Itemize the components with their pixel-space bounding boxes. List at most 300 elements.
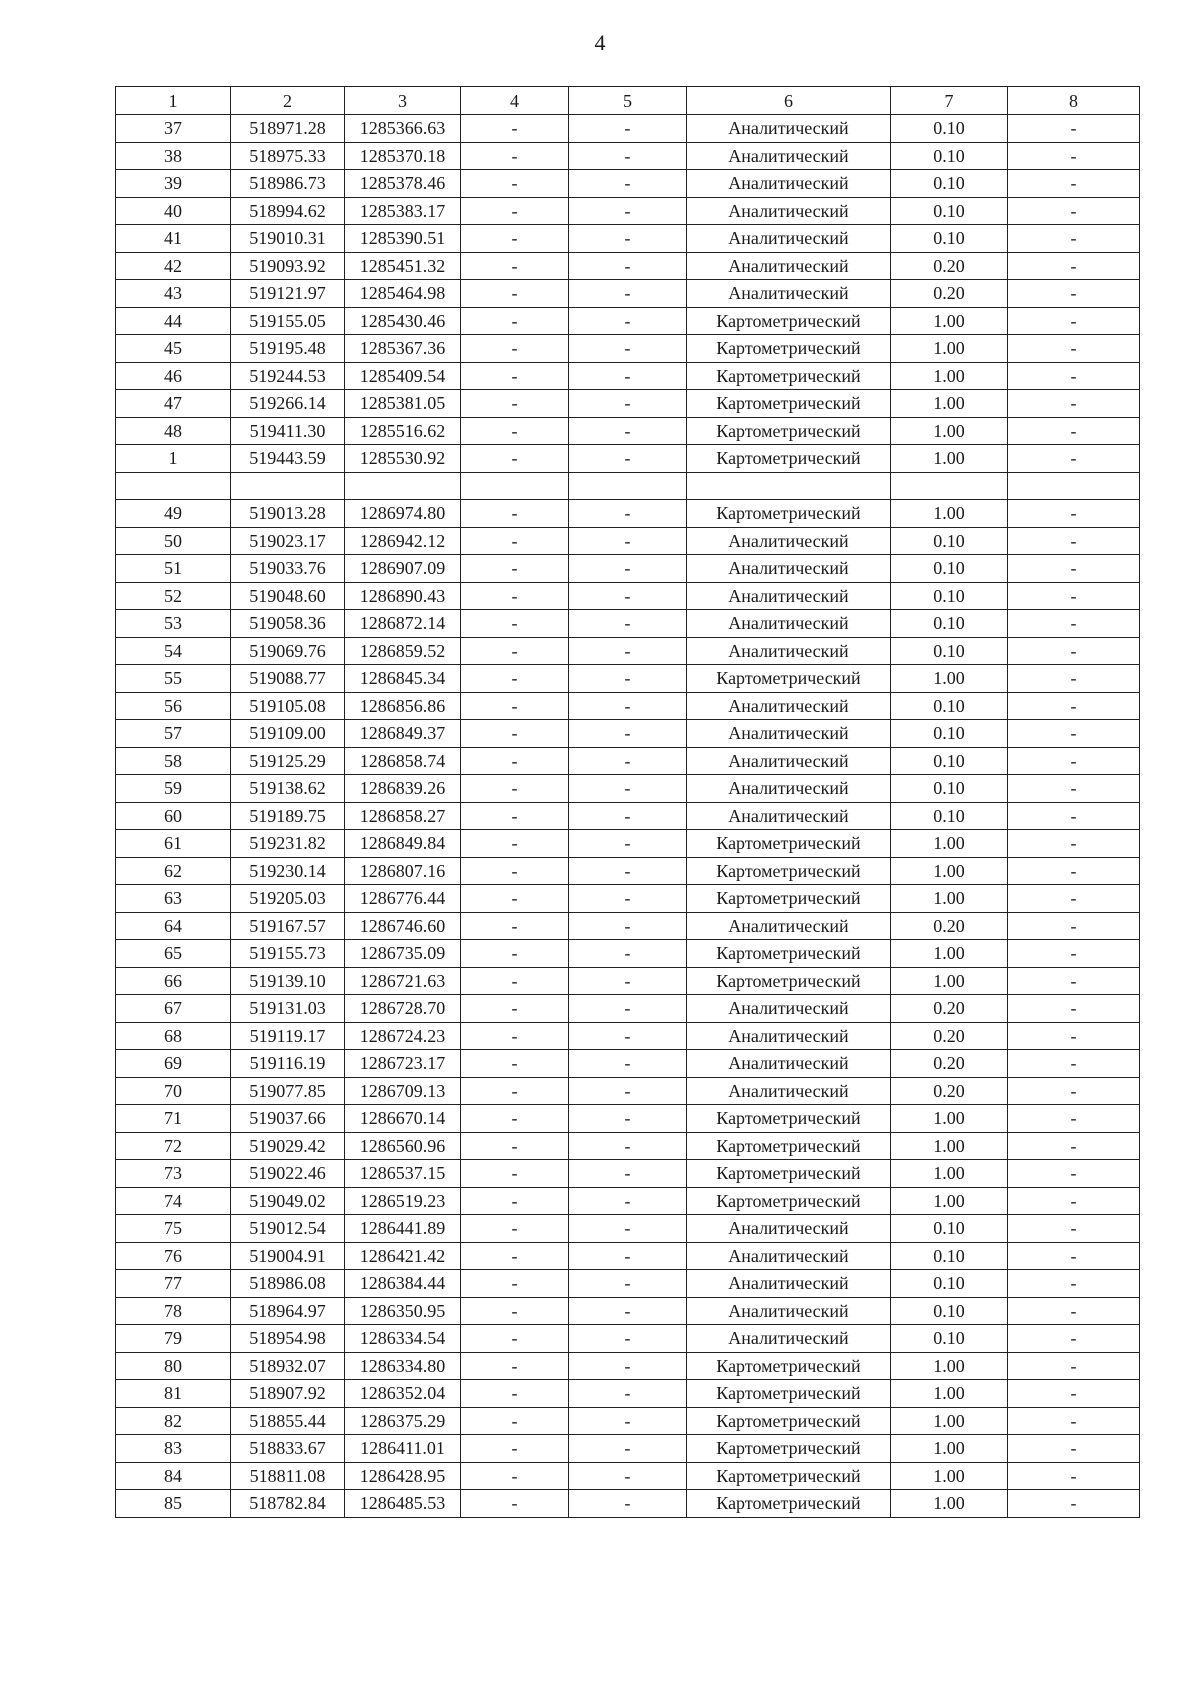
table-cell: 519155.05 bbox=[231, 307, 345, 335]
table-cell: - bbox=[1008, 857, 1140, 885]
table-row bbox=[116, 1462, 1140, 1490]
table-cell: 60 bbox=[116, 802, 231, 830]
table-cell: Картометрический bbox=[687, 362, 891, 390]
table-cell: - bbox=[461, 527, 569, 555]
table-cell: - bbox=[461, 390, 569, 418]
table-cell: 66 bbox=[116, 967, 231, 995]
table-cell: 1.00 bbox=[891, 1407, 1008, 1435]
table-cell: 1.00 bbox=[891, 1490, 1008, 1518]
table-cell: - bbox=[461, 1407, 569, 1435]
table-cell bbox=[116, 472, 231, 500]
table-row bbox=[116, 335, 1140, 363]
table-cell: - bbox=[1008, 995, 1140, 1023]
table-cell: 1286942.12 bbox=[345, 527, 461, 555]
table-cell: 48 bbox=[116, 417, 231, 445]
table-row bbox=[116, 747, 1140, 775]
table-cell: Картометрический bbox=[687, 445, 891, 473]
table-cell: 69 bbox=[116, 1050, 231, 1078]
table-cell: 519105.08 bbox=[231, 692, 345, 720]
table-cell: 1285370.18 bbox=[345, 142, 461, 170]
table-cell: 0.10 bbox=[891, 610, 1008, 638]
table-cell: 1.00 bbox=[891, 1105, 1008, 1133]
table-cell: Картометрический bbox=[687, 1105, 891, 1133]
table-cell: - bbox=[569, 1490, 687, 1518]
table-cell: 52 bbox=[116, 582, 231, 610]
table-cell: - bbox=[569, 280, 687, 308]
table-cell: Картометрический bbox=[687, 390, 891, 418]
table-cell: 518975.33 bbox=[231, 142, 345, 170]
table-cell: 518986.08 bbox=[231, 1270, 345, 1298]
table-cell: - bbox=[461, 1270, 569, 1298]
table-cell bbox=[1008, 472, 1140, 500]
table-cell: - bbox=[461, 637, 569, 665]
table-cell: 1286670.14 bbox=[345, 1105, 461, 1133]
table-cell: - bbox=[1008, 637, 1140, 665]
table-cell: 1286858.74 bbox=[345, 747, 461, 775]
table-cell: 1.00 bbox=[891, 1160, 1008, 1188]
table-row bbox=[116, 912, 1140, 940]
table-cell: 1286872.14 bbox=[345, 610, 461, 638]
table-cell: 518994.62 bbox=[231, 197, 345, 225]
table-cell: Картометрический bbox=[687, 1132, 891, 1160]
table-row bbox=[116, 940, 1140, 968]
table-cell: - bbox=[1008, 555, 1140, 583]
table-row bbox=[116, 1297, 1140, 1325]
table-cell: - bbox=[569, 390, 687, 418]
table-row bbox=[116, 1435, 1140, 1463]
table-cell: 1286352.04 bbox=[345, 1380, 461, 1408]
table-cell: - bbox=[461, 335, 569, 363]
table-row bbox=[116, 1325, 1140, 1353]
table-cell: 519121.97 bbox=[231, 280, 345, 308]
table-cell: - bbox=[1008, 307, 1140, 335]
table-row bbox=[116, 500, 1140, 528]
table-cell: 0.10 bbox=[891, 1297, 1008, 1325]
table-cell: - bbox=[569, 1352, 687, 1380]
table-row bbox=[116, 637, 1140, 665]
table-cell: 519093.92 bbox=[231, 252, 345, 280]
table-row bbox=[116, 1407, 1140, 1435]
table-cell: - bbox=[1008, 1077, 1140, 1105]
table-cell: 1.00 bbox=[891, 335, 1008, 363]
table-cell: - bbox=[1008, 692, 1140, 720]
table-row bbox=[116, 885, 1140, 913]
table-cell: - bbox=[569, 1132, 687, 1160]
table-row bbox=[116, 307, 1140, 335]
table-cell: - bbox=[461, 500, 569, 528]
table-cell: 519189.75 bbox=[231, 802, 345, 830]
table-row bbox=[116, 362, 1140, 390]
table-cell: 1286350.95 bbox=[345, 1297, 461, 1325]
table-row bbox=[116, 1132, 1140, 1160]
table-cell: 518986.73 bbox=[231, 170, 345, 198]
table-row bbox=[116, 390, 1140, 418]
table-row bbox=[116, 142, 1140, 170]
table-cell bbox=[345, 472, 461, 500]
table-row bbox=[116, 1380, 1140, 1408]
table-cell: - bbox=[461, 1215, 569, 1243]
table-cell: 0.10 bbox=[891, 1242, 1008, 1270]
table-cell: 1.00 bbox=[891, 362, 1008, 390]
table-row bbox=[116, 472, 1140, 500]
table-cell: 519139.10 bbox=[231, 967, 345, 995]
table-cell: 1286807.16 bbox=[345, 857, 461, 885]
table-cell: - bbox=[1008, 1325, 1140, 1353]
column-header: 5 bbox=[569, 87, 687, 115]
table-cell: - bbox=[1008, 1352, 1140, 1380]
table-cell: - bbox=[1008, 362, 1140, 390]
table-cell: 1286384.44 bbox=[345, 1270, 461, 1298]
table-cell: - bbox=[1008, 1022, 1140, 1050]
table-cell: 1286375.29 bbox=[345, 1407, 461, 1435]
table-cell: - bbox=[461, 280, 569, 308]
table-cell: 58 bbox=[116, 747, 231, 775]
table-row bbox=[116, 555, 1140, 583]
table-cell: 0.20 bbox=[891, 252, 1008, 280]
table-cell: 41 bbox=[116, 225, 231, 253]
table-cell: Картометрический bbox=[687, 665, 891, 693]
table-row bbox=[116, 610, 1140, 638]
table-cell: 1285390.51 bbox=[345, 225, 461, 253]
table-cell: - bbox=[461, 720, 569, 748]
table-cell: - bbox=[1008, 252, 1140, 280]
table-cell: - bbox=[569, 692, 687, 720]
table-cell: 0.20 bbox=[891, 912, 1008, 940]
table-cell: 39 bbox=[116, 170, 231, 198]
table-cell: 1286845.34 bbox=[345, 665, 461, 693]
table-cell: 0.10 bbox=[891, 197, 1008, 225]
table-cell: 0.10 bbox=[891, 142, 1008, 170]
coordinates-table bbox=[115, 86, 1140, 1518]
table-cell: 1285430.46 bbox=[345, 307, 461, 335]
table-cell: - bbox=[461, 142, 569, 170]
table-cell: 1286974.80 bbox=[345, 500, 461, 528]
table-cell: - bbox=[1008, 830, 1140, 858]
table-cell: 519109.00 bbox=[231, 720, 345, 748]
table-cell: Картометрический bbox=[687, 1160, 891, 1188]
table-cell bbox=[461, 472, 569, 500]
table-cell: 45 bbox=[116, 335, 231, 363]
table-cell: Аналитический bbox=[687, 1297, 891, 1325]
table-cell: 518782.84 bbox=[231, 1490, 345, 1518]
table-cell: 518855.44 bbox=[231, 1407, 345, 1435]
table-cell: - bbox=[461, 747, 569, 775]
table-cell: 1286723.17 bbox=[345, 1050, 461, 1078]
table-row bbox=[116, 967, 1140, 995]
table-cell: 519048.60 bbox=[231, 582, 345, 610]
table-cell: - bbox=[569, 527, 687, 555]
table-cell: 519013.28 bbox=[231, 500, 345, 528]
table-cell: Картометрический bbox=[687, 1490, 891, 1518]
table-cell: 518811.08 bbox=[231, 1462, 345, 1490]
table-cell: - bbox=[569, 720, 687, 748]
table-cell: 1286907.09 bbox=[345, 555, 461, 583]
table-cell: - bbox=[461, 1297, 569, 1325]
table-cell bbox=[687, 472, 891, 500]
table-cell: 519411.30 bbox=[231, 417, 345, 445]
table-cell: - bbox=[569, 225, 687, 253]
table-cell: - bbox=[569, 1325, 687, 1353]
table-cell: 0.20 bbox=[891, 280, 1008, 308]
table-cell: 1286721.63 bbox=[345, 967, 461, 995]
table-cell: - bbox=[569, 995, 687, 1023]
table-cell: - bbox=[569, 1435, 687, 1463]
table-cell: - bbox=[569, 1270, 687, 1298]
table-cell: 519116.19 bbox=[231, 1050, 345, 1078]
table-row bbox=[116, 1160, 1140, 1188]
table-cell: - bbox=[569, 555, 687, 583]
table-cell: 0.20 bbox=[891, 1077, 1008, 1105]
table-cell: - bbox=[1008, 940, 1140, 968]
table-cell: Аналитический bbox=[687, 1270, 891, 1298]
table-cell: 1285381.05 bbox=[345, 390, 461, 418]
table-cell: - bbox=[1008, 170, 1140, 198]
table-cell: 44 bbox=[116, 307, 231, 335]
table-cell: 53 bbox=[116, 610, 231, 638]
table-cell: 1286849.37 bbox=[345, 720, 461, 748]
table-cell: - bbox=[569, 1105, 687, 1133]
table-cell: - bbox=[461, 1132, 569, 1160]
table-cell: 0.10 bbox=[891, 637, 1008, 665]
table-row bbox=[116, 252, 1140, 280]
table-cell: - bbox=[569, 335, 687, 363]
table-cell: - bbox=[569, 610, 687, 638]
table-cell: 1285366.63 bbox=[345, 115, 461, 143]
table-cell: 0.20 bbox=[891, 995, 1008, 1023]
table-cell: - bbox=[1008, 802, 1140, 830]
page-number: 4 bbox=[594, 30, 606, 55]
table-cell: 519012.54 bbox=[231, 1215, 345, 1243]
table-cell: 64 bbox=[116, 912, 231, 940]
table-cell: 1286839.26 bbox=[345, 775, 461, 803]
table-cell: 519010.31 bbox=[231, 225, 345, 253]
table-cell: 519195.48 bbox=[231, 335, 345, 363]
table-cell: - bbox=[1008, 967, 1140, 995]
table-cell: - bbox=[461, 170, 569, 198]
table-cell bbox=[231, 472, 345, 500]
table-cell: - bbox=[461, 1187, 569, 1215]
table-cell: 0.10 bbox=[891, 720, 1008, 748]
table-cell: - bbox=[1008, 115, 1140, 143]
table-cell: 1286858.27 bbox=[345, 802, 461, 830]
table-cell: 62 bbox=[116, 857, 231, 885]
table-cell: - bbox=[1008, 1270, 1140, 1298]
table-cell: 1285451.32 bbox=[345, 252, 461, 280]
table-cell: 0.10 bbox=[891, 1270, 1008, 1298]
table-cell: 83 bbox=[116, 1435, 231, 1463]
table-cell: 55 bbox=[116, 665, 231, 693]
table-cell: - bbox=[1008, 610, 1140, 638]
table-cell: 50 bbox=[116, 527, 231, 555]
table-cell: 1.00 bbox=[891, 1462, 1008, 1490]
table-cell: - bbox=[569, 1022, 687, 1050]
table-cell bbox=[569, 472, 687, 500]
table-cell: 519443.59 bbox=[231, 445, 345, 473]
table-cell: - bbox=[461, 1050, 569, 1078]
table-row bbox=[116, 1490, 1140, 1518]
table-row bbox=[116, 1022, 1140, 1050]
table-cell: Картометрический bbox=[687, 885, 891, 913]
table-cell: - bbox=[1008, 1435, 1140, 1463]
table-cell: 518833.67 bbox=[231, 1435, 345, 1463]
table-cell: 519004.91 bbox=[231, 1242, 345, 1270]
table-cell: 1286334.54 bbox=[345, 1325, 461, 1353]
table-cell: - bbox=[461, 1077, 569, 1105]
table-row bbox=[116, 1187, 1140, 1215]
table-cell: - bbox=[1008, 1380, 1140, 1408]
table-cell: - bbox=[461, 885, 569, 913]
table-cell: 1286859.52 bbox=[345, 637, 461, 665]
table-cell: - bbox=[1008, 197, 1140, 225]
table-cell: 1286560.96 bbox=[345, 1132, 461, 1160]
table-cell: Аналитический bbox=[687, 527, 891, 555]
table-cell: - bbox=[1008, 1490, 1140, 1518]
table-cell: - bbox=[1008, 280, 1140, 308]
table-cell: Аналитический bbox=[687, 692, 891, 720]
table-cell: 1285409.54 bbox=[345, 362, 461, 390]
table-cell: - bbox=[1008, 390, 1140, 418]
table-cell: 1286441.89 bbox=[345, 1215, 461, 1243]
table-cell: - bbox=[569, 142, 687, 170]
table-cell: 0.10 bbox=[891, 115, 1008, 143]
table-cell: 57 bbox=[116, 720, 231, 748]
table-cell: - bbox=[569, 1380, 687, 1408]
table-cell: 1.00 bbox=[891, 307, 1008, 335]
table-cell: 518964.97 bbox=[231, 1297, 345, 1325]
table-row bbox=[116, 1242, 1140, 1270]
table-row bbox=[116, 1105, 1140, 1133]
table-cell: Аналитический bbox=[687, 747, 891, 775]
table-cell: - bbox=[569, 775, 687, 803]
table-cell: 1286519.23 bbox=[345, 1187, 461, 1215]
table-cell: 519077.85 bbox=[231, 1077, 345, 1105]
table-cell: Аналитический bbox=[687, 1022, 891, 1050]
table-cell: 519033.76 bbox=[231, 555, 345, 583]
table-cell: Картометрический bbox=[687, 1380, 891, 1408]
table-cell: - bbox=[461, 1490, 569, 1518]
table-cell: 518954.98 bbox=[231, 1325, 345, 1353]
table-cell: 1.00 bbox=[891, 940, 1008, 968]
table-cell: Картометрический bbox=[687, 940, 891, 968]
table-cell: 76 bbox=[116, 1242, 231, 1270]
table-cell: 1286724.23 bbox=[345, 1022, 461, 1050]
table-cell: - bbox=[1008, 417, 1140, 445]
table-cell: - bbox=[1008, 335, 1140, 363]
table-cell: 1286776.44 bbox=[345, 885, 461, 913]
table-cell: - bbox=[461, 252, 569, 280]
table-cell: 1.00 bbox=[891, 1352, 1008, 1380]
table-cell: Картометрический bbox=[687, 1462, 891, 1490]
table-cell: 0.10 bbox=[891, 170, 1008, 198]
table-cell: Картометрический bbox=[687, 967, 891, 995]
table-cell: 51 bbox=[116, 555, 231, 583]
table-cell: 79 bbox=[116, 1325, 231, 1353]
table-cell: - bbox=[461, 665, 569, 693]
table-row bbox=[116, 857, 1140, 885]
table-cell: - bbox=[461, 1242, 569, 1270]
table-cell: - bbox=[461, 1160, 569, 1188]
table-cell: 0.10 bbox=[891, 582, 1008, 610]
table-cell: 0.10 bbox=[891, 1325, 1008, 1353]
column-header: 1 bbox=[116, 87, 231, 115]
table-cell: - bbox=[569, 500, 687, 528]
table-cell: Аналитический bbox=[687, 1050, 891, 1078]
table-cell: - bbox=[461, 1325, 569, 1353]
table-cell: - bbox=[569, 912, 687, 940]
table-cell: - bbox=[569, 1160, 687, 1188]
table-cell: 77 bbox=[116, 1270, 231, 1298]
table-cell: - bbox=[1008, 1160, 1140, 1188]
table-cell: - bbox=[1008, 665, 1140, 693]
table-cell: 84 bbox=[116, 1462, 231, 1490]
table-cell: - bbox=[1008, 142, 1140, 170]
table-cell: 1285516.62 bbox=[345, 417, 461, 445]
table-cell: - bbox=[1008, 912, 1140, 940]
table-cell: - bbox=[569, 1407, 687, 1435]
table-row bbox=[116, 720, 1140, 748]
table-cell: - bbox=[461, 1105, 569, 1133]
table-body bbox=[116, 115, 1140, 1518]
table-cell: 70 bbox=[116, 1077, 231, 1105]
table-cell: 67 bbox=[116, 995, 231, 1023]
table-cell: 1285464.98 bbox=[345, 280, 461, 308]
table-cell: Картометрический bbox=[687, 1435, 891, 1463]
table-cell: 54 bbox=[116, 637, 231, 665]
table-cell: 71 bbox=[116, 1105, 231, 1133]
table-row bbox=[116, 115, 1140, 143]
table-cell: 0.10 bbox=[891, 1215, 1008, 1243]
table-cell: Картометрический bbox=[687, 1407, 891, 1435]
table-cell: - bbox=[1008, 445, 1140, 473]
table-cell: - bbox=[569, 197, 687, 225]
table-cell: 519069.76 bbox=[231, 637, 345, 665]
table-cell: 49 bbox=[116, 500, 231, 528]
table-cell: 519230.14 bbox=[231, 857, 345, 885]
table-cell: - bbox=[569, 885, 687, 913]
table-cell: - bbox=[1008, 747, 1140, 775]
table-cell: Картометрический bbox=[687, 1352, 891, 1380]
table-cell: Аналитический bbox=[687, 1215, 891, 1243]
table-cell: 1.00 bbox=[891, 1187, 1008, 1215]
table-row bbox=[116, 1050, 1140, 1078]
table-cell: - bbox=[461, 1435, 569, 1463]
table-cell bbox=[891, 472, 1008, 500]
header-row bbox=[116, 87, 1140, 115]
table-cell: 519049.02 bbox=[231, 1187, 345, 1215]
table-cell: 519167.57 bbox=[231, 912, 345, 940]
table-cell: 519022.46 bbox=[231, 1160, 345, 1188]
table-cell: Картометрический bbox=[687, 417, 891, 445]
table-cell: 1286849.84 bbox=[345, 830, 461, 858]
table-cell: Аналитический bbox=[687, 802, 891, 830]
table-cell: 75 bbox=[116, 1215, 231, 1243]
table-cell: 518907.92 bbox=[231, 1380, 345, 1408]
table-header bbox=[116, 87, 1140, 115]
table-cell: 519023.17 bbox=[231, 527, 345, 555]
column-header: 7 bbox=[891, 87, 1008, 115]
table-cell: - bbox=[461, 555, 569, 583]
table-cell: Аналитический bbox=[687, 252, 891, 280]
table-cell: - bbox=[1008, 500, 1140, 528]
table-cell: 1286485.53 bbox=[345, 1490, 461, 1518]
table-cell: Аналитический bbox=[687, 912, 891, 940]
table-cell: 1286735.09 bbox=[345, 940, 461, 968]
table-cell: - bbox=[1008, 1215, 1140, 1243]
table-cell: 46 bbox=[116, 362, 231, 390]
table-cell: - bbox=[461, 692, 569, 720]
table-cell: - bbox=[461, 1352, 569, 1380]
table-cell: 1.00 bbox=[891, 830, 1008, 858]
